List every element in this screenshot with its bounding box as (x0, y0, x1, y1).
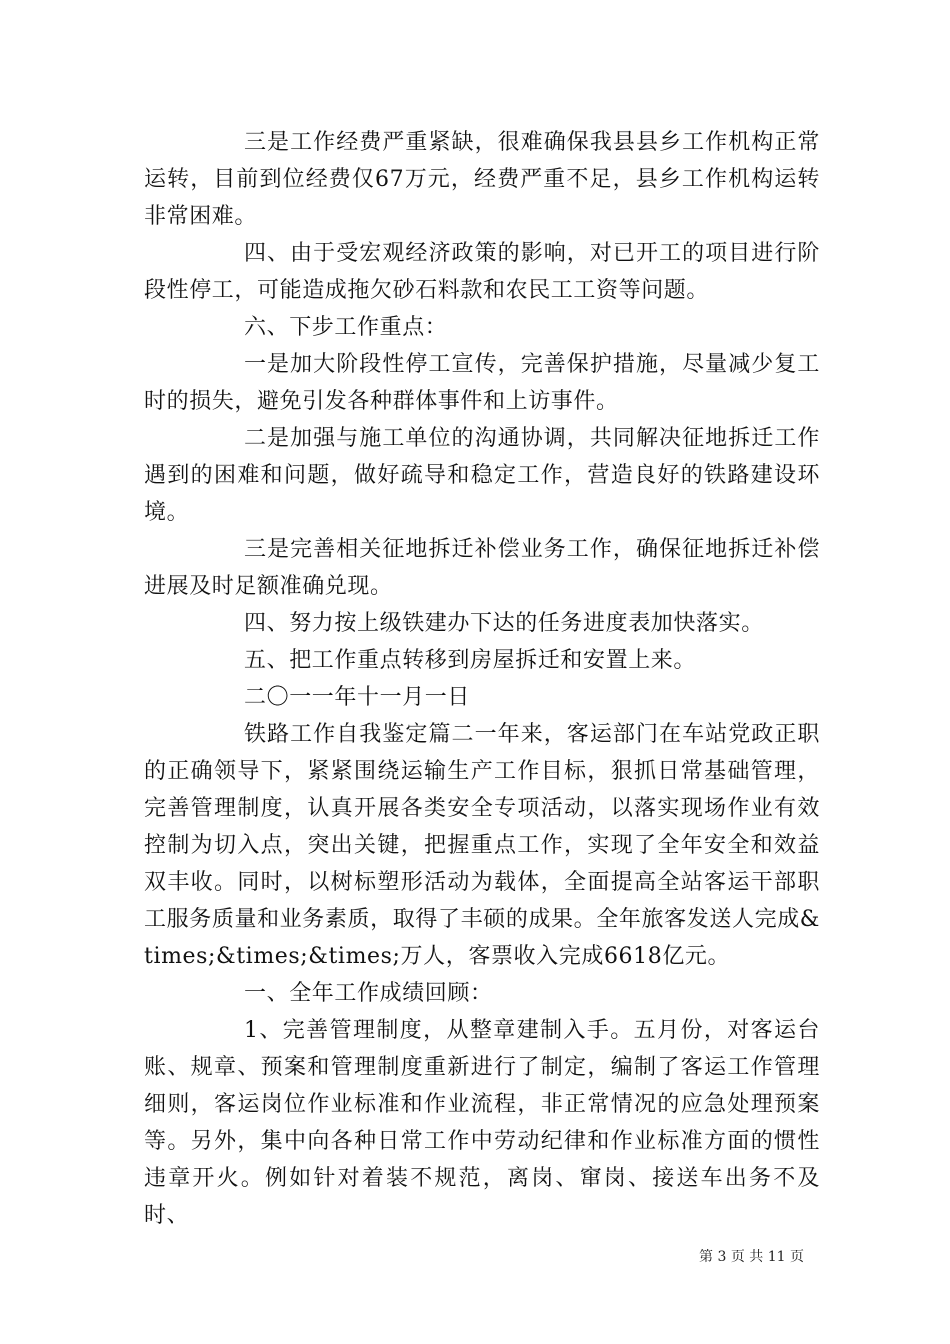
document-body (144, 124, 820, 1234)
paragraph-next-step-2: 二是加强与施工单位的沟通协调，共同解决征地拆迁工作遇到的困难和问题，做好疏导和稳定工作，营造良好的铁路建设环境。 (144, 426, 820, 525)
paragraph-funding-shortage: 三是工作经费严重紧缺，很难确保我县县乡工作机构正常运转，目前到位经费仅67万元，经费严重不足，县乡工作机构运转非常困难。 (144, 130, 820, 229)
section-heading-next-steps: 六、下步工作重点： (244, 315, 448, 340)
page-number: 第 3 页 共 11 页 (699, 1249, 804, 1265)
section-heading-review: 一、全年工作成绩回顾： (244, 981, 493, 1006)
paragraph-next-step-4: 四、努力按上级铁建办下达的任务进度表加快落实。 (244, 611, 764, 636)
paragraph-next-step-3: 三是完善相关征地拆迁补偿业务工作，确保征地拆迁补偿进展及时足额准确兑现。 (144, 537, 820, 599)
document-date: 二〇一一年十一月一日 (244, 685, 471, 710)
paragraph-review-item-1: 1、完善管理制度，从整章建制入手。五月份，对客运台账、规章、预案和管理制度重新进行了制定，编制了客运工作管理细则，客运岗位作业标准和作业流程，非正常情况的应急处理预案等。另外，集中向各种日常工作中劳动纪律和作业标准方面的惯性违章开火。例如针对着装不规范，离岗、窜岗、接送车出务不及时、 (144, 1018, 820, 1228)
paragraph-next-step-5: 五、把工作重点转移到房屋拆迁和安置上来。 (244, 648, 697, 673)
paragraph-construction-halt: 四、由于受宏观经济政策的影响，对已开工的项目进行阶段性停工，可能造成拖欠砂石料款和农民工工资等问题。 (144, 241, 820, 303)
paragraph-next-step-1: 一是加大阶段性停工宣传，完善保护措施，尽量减少复工时的损失，避免引发各种群体事件和上访事件。 (144, 352, 820, 414)
paragraph-article-two-intro: 铁路工作自我鉴定篇二一年来，客运部门在车站党政正职的正确领导下，紧紧围绕运输生产工作目标，狠抓日常基础管理，完善管理制度，认真开展各类安全专项活动，以落实现场作业有效控制为切入点，突出关键，把握重点工作，实现了全年安全和效益双丰收。同时，以树标塑形活动为载体，全面提高全站客运干部职工服务质量和业务素质，取得了丰硕的成果。全年旅客发送人完成&times;&times;&times;万人，客票收入完成6618亿元。 (144, 722, 820, 969)
